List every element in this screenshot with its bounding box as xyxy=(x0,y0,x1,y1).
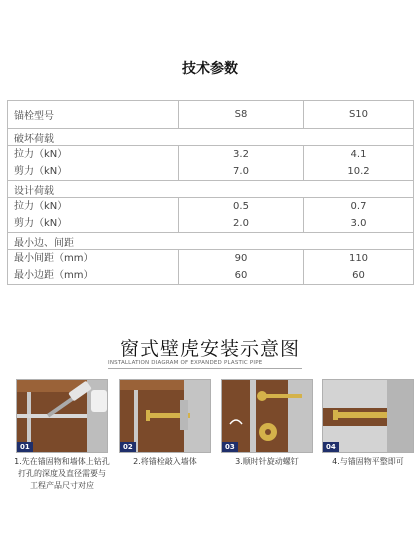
step-4-image xyxy=(322,379,414,453)
cell-s10: 110 xyxy=(348,253,369,264)
spec-title: 技术参数 xyxy=(182,61,238,77)
cell-s10: 3.0 xyxy=(350,218,367,229)
step-badge: 01 xyxy=(17,442,33,452)
cell-s8: 2.0 xyxy=(233,218,249,229)
table-row xyxy=(8,146,414,181)
cell-s10: 10.2 xyxy=(347,166,370,177)
row-name: 拉力（kN） xyxy=(14,201,68,212)
section-row xyxy=(8,233,414,250)
step-3-caption: 3.顺时针旋动螺钉 xyxy=(235,457,299,466)
step-2-caption: 2.将锚栓敲入墙体 xyxy=(133,457,197,466)
step-badge: 03 xyxy=(222,442,238,452)
section-row xyxy=(8,181,414,198)
header-s8: S8 xyxy=(179,101,304,129)
install-title: 窗式壁虎安装示意图 xyxy=(119,338,300,360)
install-subtitle: INSTALLATION DIAGRAM OF EXPANDED PLASTIC PIPE xyxy=(108,360,302,369)
cell-s10: 0.7 xyxy=(350,201,367,212)
step-badge: 04 xyxy=(323,442,339,452)
cell-s8: 3.2 xyxy=(233,149,249,160)
step-2-image xyxy=(119,379,211,453)
row-name: 拉力（kN） xyxy=(14,149,68,160)
table-row xyxy=(8,198,414,233)
cell-s10: 60 xyxy=(352,270,365,281)
section-row xyxy=(8,129,414,146)
header-s10: S10 xyxy=(304,101,414,129)
cell-s8: 60 xyxy=(234,270,248,281)
cell-s8: 7.0 xyxy=(233,166,249,177)
cell-s8: 0.5 xyxy=(233,201,249,212)
step-4-caption: 4.与锚固物平整即可 xyxy=(332,457,404,466)
row-name: 最小间距（mm） xyxy=(14,253,94,264)
row-name: 剪力（kN） xyxy=(14,218,68,229)
section-label: 破坏荷载 xyxy=(8,129,414,146)
cell-s8: 90 xyxy=(234,253,248,264)
table-row xyxy=(8,250,414,285)
cell-s10: 4.1 xyxy=(350,149,367,160)
step-1-caption: 1.先在锚固物和墙体上钻孔 打孔的深度及直径需要与 工程产品尺寸对应 xyxy=(14,457,110,490)
step-badge: 02 xyxy=(120,442,136,452)
row-name: 剪力（kN） xyxy=(14,166,68,177)
spec-table xyxy=(7,100,414,285)
row-name: 最小边距（mm） xyxy=(14,270,94,281)
header-model: 锚栓型号 xyxy=(8,101,179,129)
step-3-image xyxy=(221,379,313,453)
table-header-row xyxy=(8,101,414,129)
section-label: 最小边、间距 xyxy=(8,233,414,250)
section-label: 设计荷载 xyxy=(8,181,414,198)
step-1-image xyxy=(16,379,108,453)
